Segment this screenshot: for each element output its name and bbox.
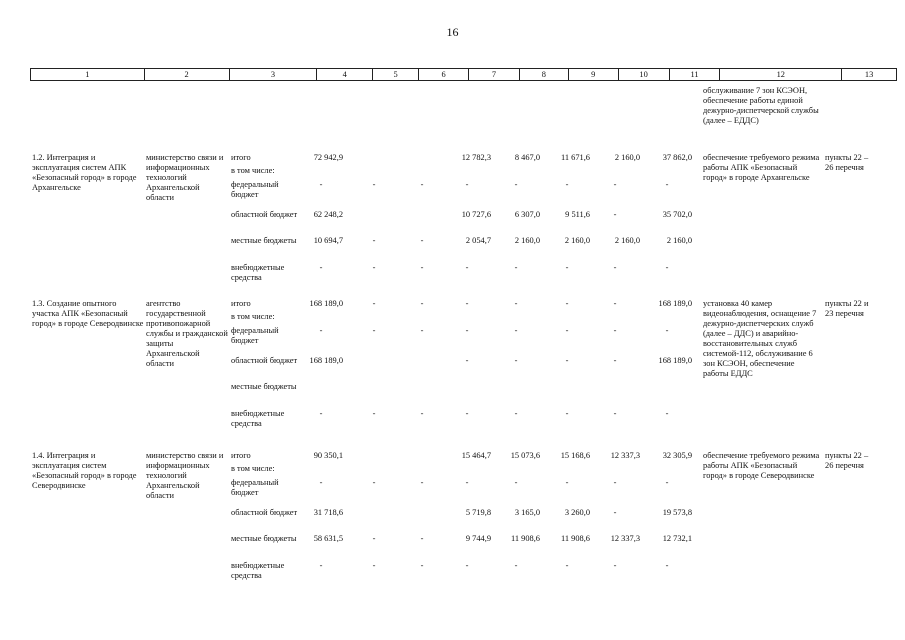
table-cell-value: -	[514, 299, 518, 308]
table-cell-value: -	[372, 236, 376, 245]
table-cell-value: -	[465, 561, 469, 570]
table-cell-value: -	[613, 180, 617, 189]
table-cell-value: -	[465, 263, 469, 272]
funding-source-label: местные бюджеты	[231, 534, 297, 543]
table-cell-value: -	[372, 326, 376, 335]
table-cell-value: -	[420, 534, 424, 543]
column-header-3: 3	[230, 69, 318, 80]
table-cell-value: 19 573,8	[662, 508, 692, 517]
table-cell-value: -	[319, 561, 323, 570]
funding-source-label: в том числе:	[231, 464, 275, 473]
table-cell-value: -	[665, 478, 669, 487]
funding-source-label: федеральный бюджет	[231, 326, 279, 345]
table-cell-value: -	[613, 409, 617, 418]
column-header-11: 11	[670, 69, 721, 80]
column-header-row	[30, 68, 897, 81]
expected-result: обеспечение требуемого режима работы АПК «Безопасный город» в городе Архангельске	[703, 153, 820, 182]
expected-result: обеспечение требуемого режима работы АПК «Безопасный город» в городе Северодвинске	[703, 451, 820, 480]
table-cell-value: 168 189,0	[309, 356, 343, 365]
table-cell-value: -	[565, 263, 569, 272]
funding-source-label: областной бюджет	[231, 356, 298, 365]
table-cell-value: 11 908,6	[510, 534, 540, 543]
column-header-6: 6	[419, 69, 469, 80]
reference-items: пункты 22 и 23 перечня	[825, 299, 869, 318]
table-cell-value: 10 694,7	[313, 236, 343, 245]
table-cell-value: -	[420, 180, 424, 189]
funding-source-label: внебюджетные средства	[231, 561, 285, 580]
funding-source-label: в том числе:	[231, 312, 275, 321]
table-cell-value: -	[613, 263, 617, 272]
table-cell-value: -	[465, 478, 469, 487]
table-cell-value: -	[613, 299, 617, 308]
table-cell-value: 35 702,0	[662, 210, 692, 219]
column-header-8: 8	[520, 69, 569, 80]
column-header-5: 5	[373, 69, 419, 80]
table-cell-value: -	[613, 508, 617, 517]
table-cell-value: -	[465, 180, 469, 189]
table-cell-value: 8 467,0	[514, 153, 540, 162]
executor: министерство связи и информационных технологий Архангельской области	[146, 451, 224, 500]
table-cell-value: -	[565, 478, 569, 487]
table-cell-value: -	[420, 326, 424, 335]
column-header-2: 2	[145, 69, 230, 80]
table-cell-value: -	[613, 356, 617, 365]
table-cell-value: 6 307,0	[514, 210, 540, 219]
funding-source-label: областной бюджет	[231, 508, 298, 517]
column-header-13: 13	[864, 70, 874, 79]
table-cell-value: 15 168,6	[560, 451, 590, 460]
table-cell-value: 12 337,3	[610, 534, 640, 543]
table-cell-value: 3 165,0	[514, 508, 540, 517]
table-cell-value: 15 073,6	[510, 451, 540, 460]
table-cell-value: 2 160,0	[666, 236, 692, 245]
table-cell-value: -	[420, 263, 424, 272]
table-cell-value: 168 189,0	[309, 299, 343, 308]
table-cell-value: -	[565, 180, 569, 189]
table-cell-value: -	[420, 236, 424, 245]
funding-source-label: итого	[231, 299, 251, 308]
table-cell-value: -	[319, 326, 323, 335]
column-header-1: 1	[31, 69, 145, 80]
table-cell-value: 9 511,6	[565, 210, 590, 219]
table-cell-value: 2 160,0	[614, 236, 640, 245]
table-cell-value: -	[514, 561, 518, 570]
table-cell-value: -	[514, 326, 518, 335]
top-continuation-text: обслуживание 7 зон КСЭОН, обеспечение работы единой дежурно-диспетчерской службы (далее – ЕДДС)	[703, 86, 819, 125]
table-cell-value: -	[565, 409, 569, 418]
table-cell-value: 168 189,0	[658, 356, 692, 365]
table-cell-value: 2 054,7	[465, 236, 491, 245]
table-cell-value: -	[465, 299, 469, 308]
funding-source-label: федеральный бюджет	[231, 180, 279, 199]
table-cell-value: -	[514, 263, 518, 272]
table-cell-value: -	[565, 561, 569, 570]
table-cell-value: 12 337,3	[610, 451, 640, 460]
table-cell-value: 15 464,7	[461, 451, 491, 460]
table-cell-value: -	[665, 326, 669, 335]
table-cell-value: 2 160,0	[614, 153, 640, 162]
activity-name: 1.4. Интеграция и эксплуатация систем «Безопасный город» в городе Северодвинске	[32, 451, 137, 490]
table-cell-value: -	[319, 478, 323, 487]
table-cell-value: -	[372, 409, 376, 418]
table-cell-value: 62 248,2	[313, 210, 343, 219]
table-cell-value: -	[613, 326, 617, 335]
reference-items: пункты 22 – 26 перечня	[825, 153, 869, 172]
table-cell-value: -	[372, 263, 376, 272]
expected-result: установка 40 камер видеонаблюдения, оснащение 7 дежурно-диспетчерских служб (далее – ДДС) и аварийно-восстановительных служб системой-112, обслуживание 6 зон КСЭОН, обеспечение работы ЕДДС	[703, 299, 817, 378]
page-number: 16	[446, 25, 459, 39]
table-cell-value: 10 727,6	[461, 210, 491, 219]
funding-source-label: областной бюджет	[231, 210, 298, 219]
table-cell-value: 5 719,8	[465, 508, 491, 517]
table-cell-value: -	[372, 561, 376, 570]
table-cell-value: -	[465, 409, 469, 418]
table-cell-value: -	[319, 409, 323, 418]
table-cell-value: 37 862,0	[662, 153, 692, 162]
table-cell-value: -	[372, 534, 376, 543]
table-cell-value: -	[420, 478, 424, 487]
table-cell-value: 72 942,9	[313, 153, 343, 162]
column-header-9: 9	[569, 69, 619, 80]
table-cell-value: -	[565, 326, 569, 335]
table-cell-value: -	[565, 299, 569, 308]
table-cell-value: -	[665, 263, 669, 272]
funding-source-label: итого	[231, 153, 251, 162]
table-cell-value: -	[465, 356, 469, 365]
funding-source-label: местные бюджеты	[231, 382, 297, 391]
funding-source-label: итого	[231, 451, 251, 460]
table-cell-value: -	[420, 409, 424, 418]
table-cell-value: 9 744,9	[465, 534, 491, 543]
reference-items: пункты 22 – 26 перечня	[825, 451, 869, 470]
table-cell-value: -	[420, 561, 424, 570]
table-cell-value: -	[613, 561, 617, 570]
table-cell-value: 3 260,0	[564, 508, 590, 517]
executor: министерство связи и информационных технологий Архангельской области	[146, 153, 224, 202]
table-cell-value: 2 160,0	[564, 236, 590, 245]
table-cell-value: -	[514, 478, 518, 487]
table-cell-value: 12 782,3	[461, 153, 491, 162]
column-header-7: 7	[469, 69, 520, 80]
table-cell-value: -	[514, 356, 518, 365]
activity-name: 1.3. Создание опытного участка АПК «Безопасный город» в городе Северодвинске	[32, 299, 144, 328]
activity-name: 1.2. Интеграция и эксплуатация систем АПК «Безопасный город» в городе Архангельске	[32, 153, 137, 192]
table-cell-value: 168 189,0	[658, 299, 692, 308]
column-header-10: 10	[619, 69, 670, 80]
table-cell-value: -	[465, 326, 469, 335]
column-header-4: 4	[317, 69, 373, 80]
funding-source-label: внебюджетные средства	[231, 263, 285, 282]
table-cell-value: 58 631,5	[313, 534, 343, 543]
funding-source-label: федеральный бюджет	[231, 478, 279, 497]
table-cell-value: 32 305,9	[662, 451, 692, 460]
table-cell-value: 31 718,6	[313, 508, 343, 517]
table-cell-value: -	[613, 210, 617, 219]
table-cell-value: -	[514, 180, 518, 189]
table-cell-value: 11 908,6	[560, 534, 590, 543]
table-cell-value: 11 671,6	[560, 153, 590, 162]
table-cell-value: -	[665, 561, 669, 570]
funding-source-label: внебюджетные средства	[231, 409, 285, 428]
table-cell-value: -	[372, 478, 376, 487]
funding-source-label: местные бюджеты	[231, 236, 297, 245]
table-cell-value: -	[565, 356, 569, 365]
table-cell-value: -	[613, 478, 617, 487]
column-header-12: 12	[720, 69, 842, 80]
table-cell-value: -	[372, 299, 376, 308]
table-cell-value: 2 160,0	[514, 236, 540, 245]
table-cell-value: 90 350,1	[313, 451, 343, 460]
table-cell-value: -	[665, 409, 669, 418]
table-cell-value: -	[319, 180, 323, 189]
executor: агентство государственной противопожарной службы и гражданской защиты Архангельской области	[146, 299, 228, 368]
table-cell-value: 12 732,1	[662, 534, 692, 543]
table-cell-value: -	[420, 299, 424, 308]
table-cell-value: -	[665, 180, 669, 189]
table-cell-value: -	[372, 180, 376, 189]
table-cell-value: -	[514, 409, 518, 418]
funding-source-label: в том числе:	[231, 166, 275, 175]
table-cell-value: -	[319, 263, 323, 272]
